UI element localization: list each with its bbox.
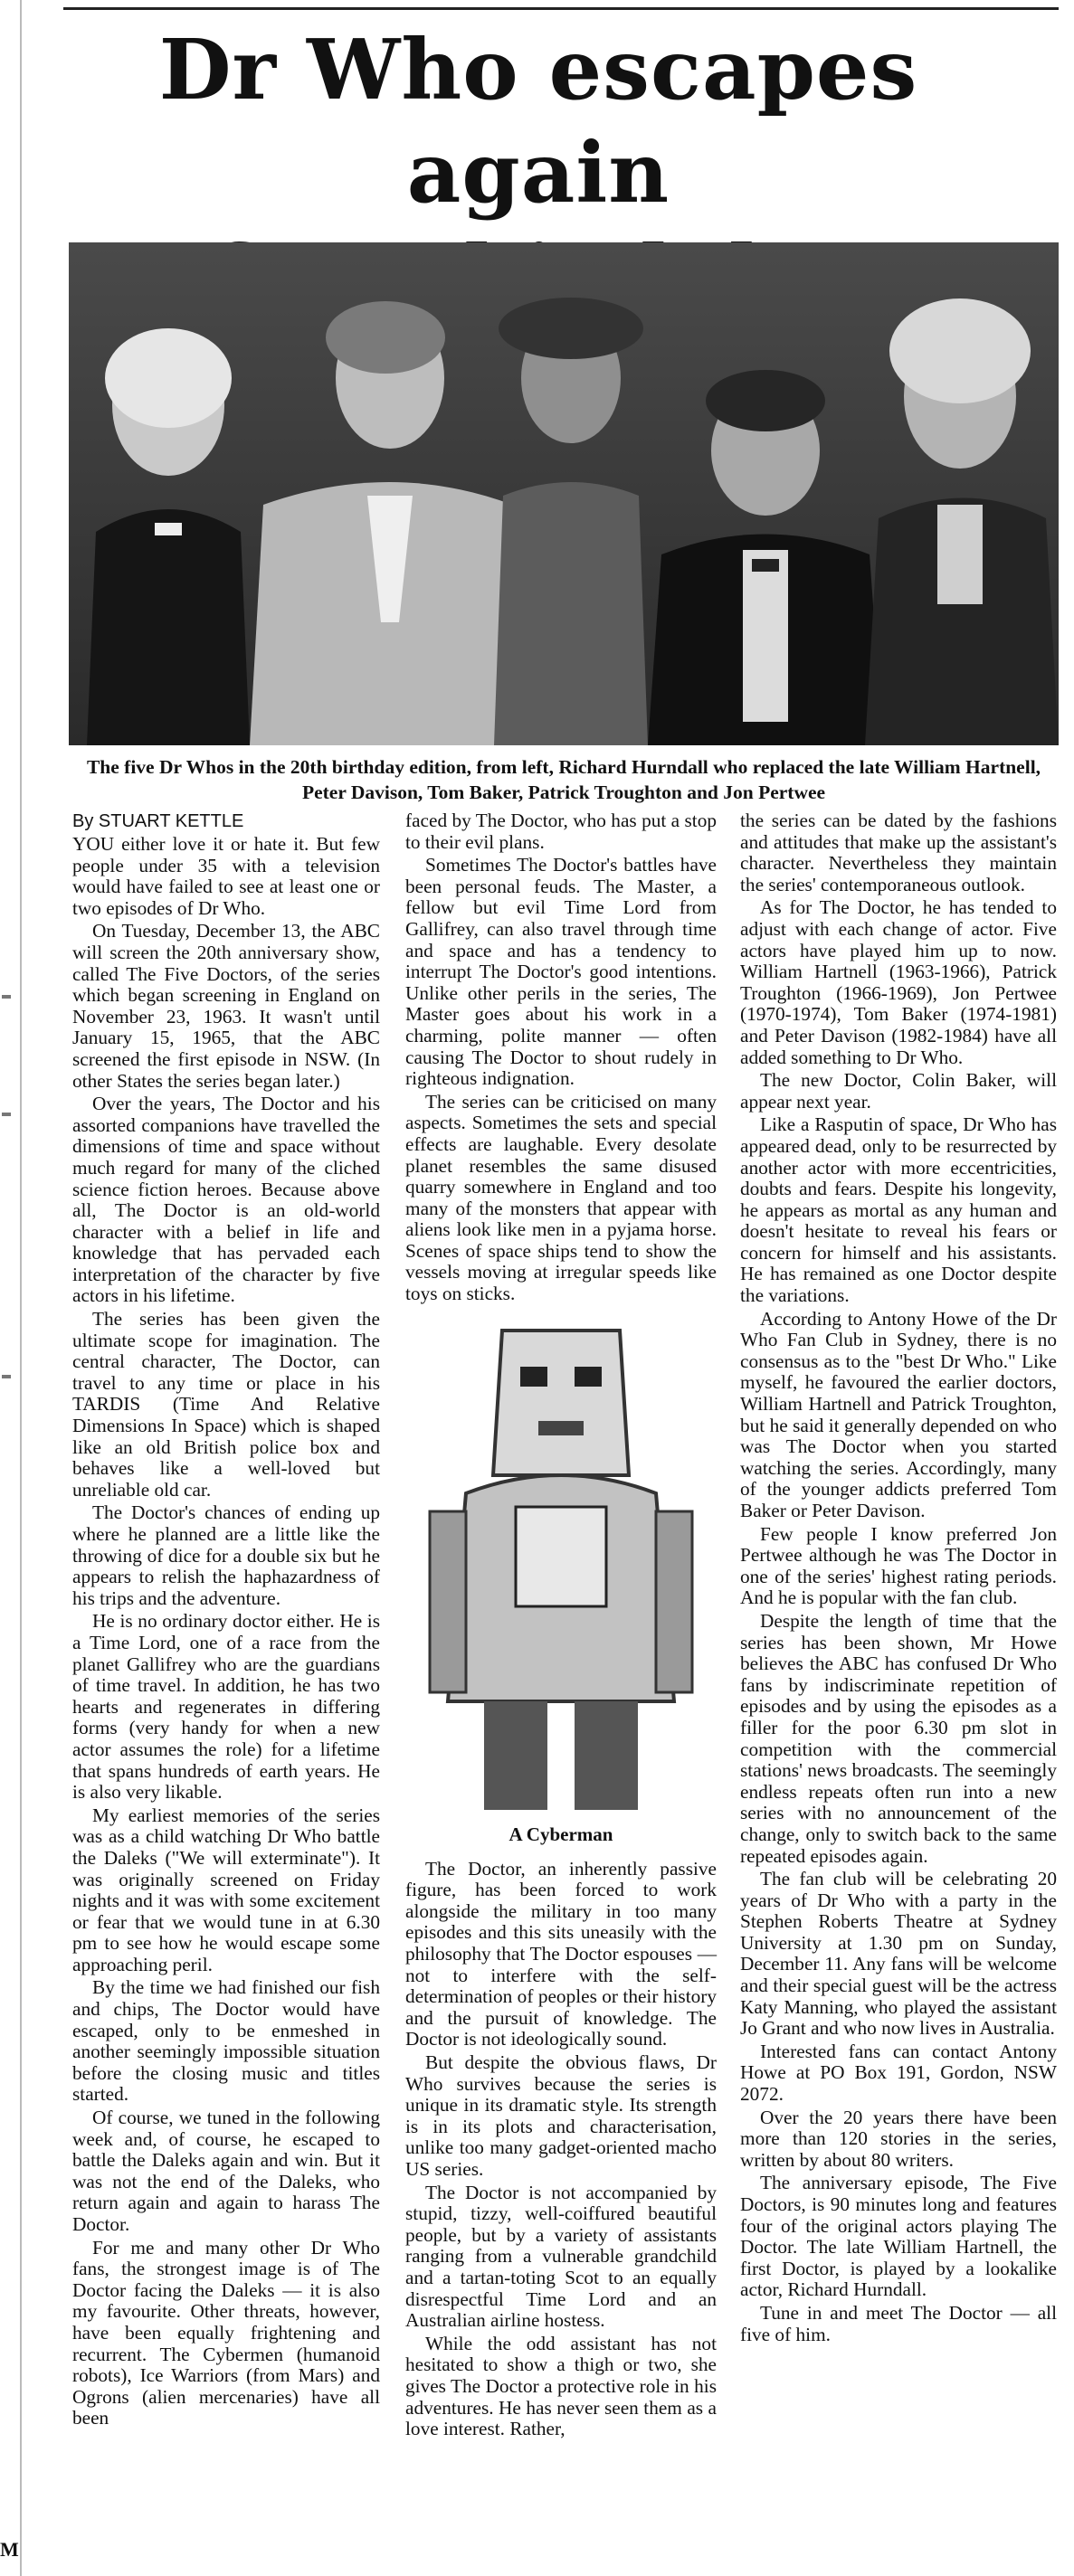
paragraph: Interested fans can contact Antony Howe at PO Box 191, Gordon, NSW 2072. xyxy=(740,2040,1057,2106)
edge-mark xyxy=(2,1375,11,1378)
cyberman-photo xyxy=(412,1312,710,1819)
paragraph: For me and many other Dr Who fans, the strongest image is of The Doctor facing the Daleks — it is also my favourite. Other threats, however, have been equally frightening and recurrent. The Cybermen (humanoid robots), Ice Warriors (from Mars) and Ogrons (alien mercenaries) have all been xyxy=(72,2236,380,2429)
paragraph: The anniversary episode, The Five Doctors, is 90 minutes long and features four of the original actors playing The Doctor. The late William Hartnell, the first Doctor, is played by a lookalike actor, Richard Hurndall. xyxy=(740,2172,1057,2301)
paragraph: YOU either love it or hate it. But few people under 35 with a television would have failed to see at least one or two episodes of Dr Who. xyxy=(72,833,380,919)
photo-caption: The five Dr Whos in the 20th birthday edition, from left, Richard Hurndall who replaced the late William Hartnell, Peter Davison, Tom Baker, Patrick Troughton and Jon Pertwee xyxy=(86,756,1041,803)
headline-line1: Dr Who escapes again xyxy=(158,21,918,222)
page-edge-rule xyxy=(20,0,22,2576)
paragraph: faced by The Doctor, who has put a stop to their evil plans. xyxy=(405,810,717,853)
article-column-3 xyxy=(740,810,1057,2347)
paragraph: Tune in and meet The Doctor — all five of him. xyxy=(740,2301,1057,2345)
paragraph: On Tuesday, December 13, the ABC will screen the 20th anniversary show, called The Five Doctors, of the series which began screening in England on November 23, 1963. It wasn't until January 15, 1965, that the ABC screened the first episode in NSW. (In other States the series began later.) xyxy=(72,920,380,1092)
figure-hurndall xyxy=(87,328,250,745)
paragraph: By the time we had finished our fish and chips, The Doctor would have escaped, only to be enmeshed in another seemingly impossible situation before the closing music and titles started. xyxy=(72,1976,380,2106)
paragraph: The Doctor's chances of ending up where he planned are a little like the throwing of dice for a double six but he appears to relish the haphazardness of his trips and the adventure. xyxy=(72,1501,380,1609)
paragraph: Over the 20 years there have been more than 120 stories in the series, written by about 80 writers. xyxy=(740,2106,1057,2171)
paragraph: The Doctor, an inherently passive figure, has been forced to work alongside the military in too many episodes and this sits uneasily with the philosophy that The Doctor espouses — not to interfere with the self-determination of peoples or their history and the pursuit of knowledge. The Doctor is not ideologically sound. xyxy=(405,1857,717,2050)
paragraph: Of course, we tuned in the following week and, of course, he escaped to battle the Daleks again and win. But it was not the end of the Daleks, who return again and again to harass The Doctor. xyxy=(72,2107,380,2235)
paragraph: The fan club will be celebrating 20 years of Dr Who with a party in the Stephen Roberts Theatre at Sydney University at 1.30 pm on Sunday, December 11. Any fans will be welcome and their special guest will be the actress Katy Manning, who played the assistant Jo Grant and who now lives in Australia. xyxy=(740,1868,1057,2040)
paragraph: The series can be criticised on many aspects. Sometimes the sets and special effects are laughable. Every desolate planet resembles the same disused quarry somewhere in England and too many of the monsters that appear with aliens look like men in a pyjama horse. Scenes of space ships tend to show the vessels moving at irregular speeds like toys on sticks. xyxy=(405,1090,717,1305)
paragraph: The series has been given the ultimate scope for imagination. The central character, The Doctor, can travel to any time or place in his TARDIS (Time And Relative Dimensions In Space) which is shaped like an old British police box and behaves like a well-loved but unreliable old car. xyxy=(72,1308,380,1501)
paragraph: As for The Doctor, he has tended to adjust with each change of actor. Five actors have played him up to now. William Hartnell (1963-1966), Patrick Troughton (1966-1969), Jon Pertwee (1970-1974), Tom Baker (1974-1981) and Peter Davison (1982-1984) have all added something to Dr Who. xyxy=(740,896,1057,1068)
edge-mark xyxy=(2,1113,11,1116)
paragraph: Despite the length of time that the series has been shown, Mr Howe believes the ABC has confused Dr Who fans by indiscriminate repetition of episodes and by using the episodes as a filler for the poor 6.30 pm slot in competition with the commercial stations' news broadcasts. The seemingly endless repeats often run into a new series with no announcement of the change, only to switch back to the same repeated episodes again. xyxy=(740,1609,1057,1867)
paragraph: While the odd assistant has not hesitated to show a thigh or two, she gives The Doctor a protective role in his adventures. He has never seen them as a love interest. Rather, xyxy=(405,2332,717,2440)
paragraph: Like a Rasputin of space, Dr Who has appeared dead, only to be resurrected by another actor with more eccentricities, doubts and fears. Despite his longevity, he appears as mortal as any human and doesn't hesitate to reveal his fears or concern for himself and his assistants. He has remained as one Doctor despite the variations. xyxy=(740,1113,1057,1307)
margin-mark: M xyxy=(0,2538,19,2561)
cyberman-caption: A Cyberman xyxy=(508,1823,613,1845)
paragraph: Sometimes The Doctor's battles have been personal feuds. The Master, a fellow but evil Time Lord from Gallifrey, can also travel through time and space and has a tendency to interrupt The Doctor's good intentions. Unlike other perils in the series, The Master goes about his work in a charming, polite manner — often causing The Doctor to shout rudely in righteous indignation. xyxy=(405,854,717,1090)
article-column-1 xyxy=(72,810,380,2431)
article-column-2 xyxy=(405,810,717,2442)
paragraph: My earliest memories of the series was as a child watching Dr Who battle the Daleks ("We will exterminate"). It was originally screened on Friday nights and it was with some excitement or fear that we would tune in at 6.30 pm to see how he would escape some approaching peril. xyxy=(72,1804,380,1975)
paragraph: He is no ordinary doctor either. He is a Time Lord, one of a race from the planet Gallifrey who are the guardians of time travel. In addition, he has two hearts and regenerates in differing forms (very handy for when a new actor assumes the role) for a lifetime that spans hundreds of earth years. He is also very likable. xyxy=(72,1610,380,1804)
paragraph: Few people I know preferred Jon Pertwee although he was The Doctor in one of the series' highest rating periods. And he is popular with the fan club. xyxy=(740,1522,1057,1609)
edge-mark xyxy=(2,995,11,999)
paragraph: But despite the obvious flaws, Dr Who survives because the series is unique in its dramatic style. Its strength is in its plots and characterisation, unlike too many gadget-oriented macho US series. xyxy=(405,2051,717,2180)
paragraph: The Doctor is not accompanied by stupid, tizzy, well-coiffured beautiful people, but by a variety of assistants ranging from a vulnerable grandchild and a tartan-toting Scot to an equally disrespectful Time Lord and an Australian airline hostess. xyxy=(405,2181,717,2332)
paragraph: Over the years, The Doctor and his assorted companions have travelled the dimensions of time and space without much regard for many of the cliched science fiction heroes. Because above all, The Doctor is an old-world character with a belief in life and knowledge that has pervaded each interpretation of the character by five actors in his lifetime. xyxy=(72,1093,380,1307)
paragraph: According to Antony Howe of the Dr Who Fan Club in Sydney, there is no consensus as to the "best Dr Who." Like myself, he favoured the earlier doctors, William Hartnell and Patrick Troughton, but he said it generally depended on who was The Doctor when you started watching the series. Accordingly, many of the younger addicts preferred Tom Baker or Peter Davison. xyxy=(740,1307,1057,1521)
byline: By STUART KETTLE xyxy=(72,811,244,831)
paragraph: The new Doctor, Colin Baker, will appear next year. xyxy=(740,1069,1057,1113)
top-rule xyxy=(63,7,1059,10)
paragraph: the series can be dated by the fashions and attitudes that make up the assistant's character. Nevertheless they maintain the series' contemporaneous outlook. xyxy=(740,810,1057,895)
five-doctors-photo xyxy=(69,242,1059,745)
